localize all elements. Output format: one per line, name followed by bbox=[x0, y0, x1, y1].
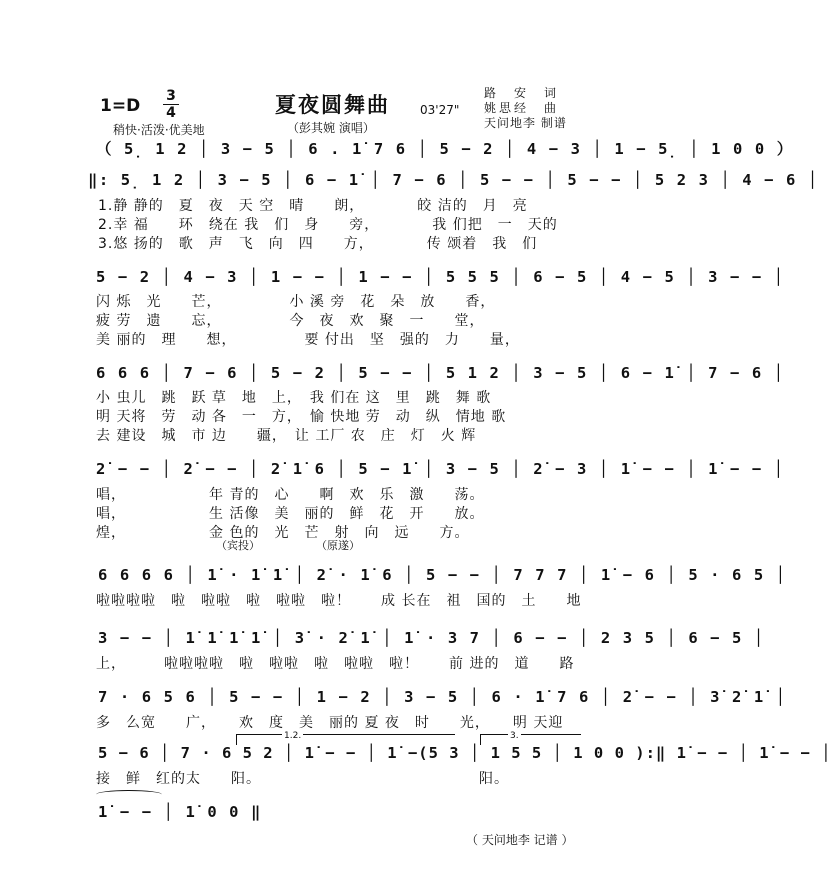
lyric-row-1-verse-3: 3.悠 扬的 歌 声 飞 向 四 方， 传 颂着 我 们 bbox=[98, 236, 538, 252]
time-signature bbox=[162, 88, 180, 121]
time-signature-top: 3 bbox=[166, 88, 176, 104]
lyric-row-1-verse-2: 2.幸 福 环 绕在 我 们 身 旁， 我 们把 一 天的 bbox=[98, 217, 558, 233]
notation-row-5: 6 6 6 6 │ 1̇ · 1̇ 1̇ │ 2̇ · 1̇ 6 │ 5 − − │ 7 7 7 │ 1̇ − 6 │ 5 · 6 5 │ bbox=[98, 566, 787, 584]
lyric-row-8: 接 鲜 红的太 阳。 阳。 bbox=[96, 771, 509, 787]
lyric-row-2-verse-3: 美 丽的 理 想， 要 付出 坚 强的 力 量， bbox=[96, 332, 520, 348]
notation-row-2: 5 − 2 │ 4 − 3 │ 1 − − │ 1 − − │ 5 5 5 │ 6 − 5 │ 4 − 5 │ 3 − − │ bbox=[96, 268, 785, 286]
lyric-row-2-verse-2: 疲 劳 遗 忘， 今 夜 欢 聚 一 堂， bbox=[96, 313, 485, 329]
tie-row-9 bbox=[96, 790, 162, 799]
tempo-mark: 稍快·活泼·优美地 bbox=[113, 123, 205, 137]
lyric-row-4-verse-1: 唱， 年 青的 心 啊 欢 乐 激 荡。 bbox=[96, 487, 485, 503]
notation-row-7: 7 · 6 5 6 │ 5 − − │ 1 − 2 │ 3 − 5 │ 6 · 1̇ 7 6 │ 2̇ − − │ 3̇ 2̇ 1̇ │ bbox=[98, 688, 787, 706]
volta-label-1: 1.2. bbox=[284, 731, 302, 741]
lyric-row-6: 上， 啦啦啦啦 啦 啦啦 啦 啦啦 啦！ 前 进的 道 路 bbox=[96, 656, 575, 672]
singer: （彭其婉 演唱） bbox=[287, 121, 375, 135]
lyric-row-2-verse-1: 闪 烁 光 芒， 小 溪 旁 花 朵 放 香， bbox=[96, 294, 496, 310]
notation-row-1: ‖: 5̣ 1 2 │ 3 − 5 │ 6 − 1̇ │ 7 − 6 │ 5 − − │ 5 − − │ 5 2 3 │ 4 − 6 │ bbox=[88, 171, 819, 189]
lyric-row-4-verse-2: 唱， 生 活像 美 丽的 鲜 花 开 放。 bbox=[96, 506, 485, 522]
transcriber: 天问地李 制谱 bbox=[484, 116, 567, 130]
intro-line: （ 5̣ 1 2 │ 3 − 5 │ 6 . 1̇ 7 6 │ 5 − 2 │ 4 − 3 │ 1 − 5̣ │ 1 0 0 ） bbox=[96, 140, 794, 158]
lyric-row-4-verse-3: 煌， 金 色的 光 芒 射 向 远 方。 bbox=[96, 525, 470, 541]
lyricist: 路 安 词 bbox=[484, 86, 560, 100]
page-title: 夏夜圆舞曲 bbox=[275, 93, 390, 117]
lyric-row-5: 啦啦啦啦 啦 啦啦 啦 啦啦 啦！ 成 长在 祖 国的 土 地 bbox=[96, 593, 582, 609]
lyric-row-3-verse-2: 明 天将 劳 动 各 一 方， 愉 快地 劳 动 纵 情地 歌 bbox=[96, 409, 507, 425]
transcriber-credit: （ 天问地李 记谱 ） bbox=[466, 833, 574, 847]
notation-row-4: 2̇ − − │ 2̇ − − │ 2̇ 1̇ 6 │ 5 − 1̇ │ 3 − 5 │ 2̇ − 3 │ 1̇ − − │ 1̇ − − │ bbox=[96, 460, 785, 478]
notation-row-3: 6 6 6 │ 7 − 6 │ 5 − 2 │ 5 − − │ 5 1 2 │ 3 − 5 │ 6 − 1̇ │ 7 − 6 │ bbox=[96, 364, 785, 382]
small-note-1: （宾投） bbox=[216, 539, 260, 552]
key-signature: 1=D bbox=[100, 96, 141, 116]
lyric-row-3-verse-3: 去 建设 城 市 边 疆， 让 工厂 农 庄 灯 火 辉 bbox=[96, 428, 477, 444]
composer: 姚思经 曲 bbox=[484, 101, 560, 115]
duration: 03'27" bbox=[420, 103, 460, 117]
lyric-row-3-verse-1: 小 虫儿 跳 跃 草 地 上， 我 们在 这 里 跳 舞 歌 bbox=[96, 390, 492, 406]
volta-label-2: 3. bbox=[510, 731, 519, 741]
notation-row-8: 5 − 6 │ 7 · 6 5 2 │ 1̇ − − │ 1̇ −(5 3 │ 1 5 5 │ 1 0 0 ):‖ 1̇ − − │ 1̇ − − │ bbox=[98, 744, 832, 762]
time-signature-bottom: 4 bbox=[166, 105, 176, 121]
notation-row-6: 3 − − │ 1̇ 1̇ 1̇ 1̇ │ 3̇ · 2̇ 1̇ │ 1̇ · 3 7 │ 6 − − │ 2 3 5 │ 6 − 5 │ bbox=[98, 629, 765, 647]
lyric-row-7: 多 么宽 广， 欢 度 美 丽的 夏 夜 时 光， 明 天迎 bbox=[96, 715, 564, 731]
lyric-row-1-verse-1: 1.静 静的 夏 夜 天 空 晴 朗， 皎 洁的 月 亮 bbox=[98, 198, 528, 214]
notation-row-9: 1̇ − − │ 1̇ 0 0 ‖ bbox=[98, 803, 262, 821]
small-note-2: （原遂） bbox=[316, 539, 360, 552]
